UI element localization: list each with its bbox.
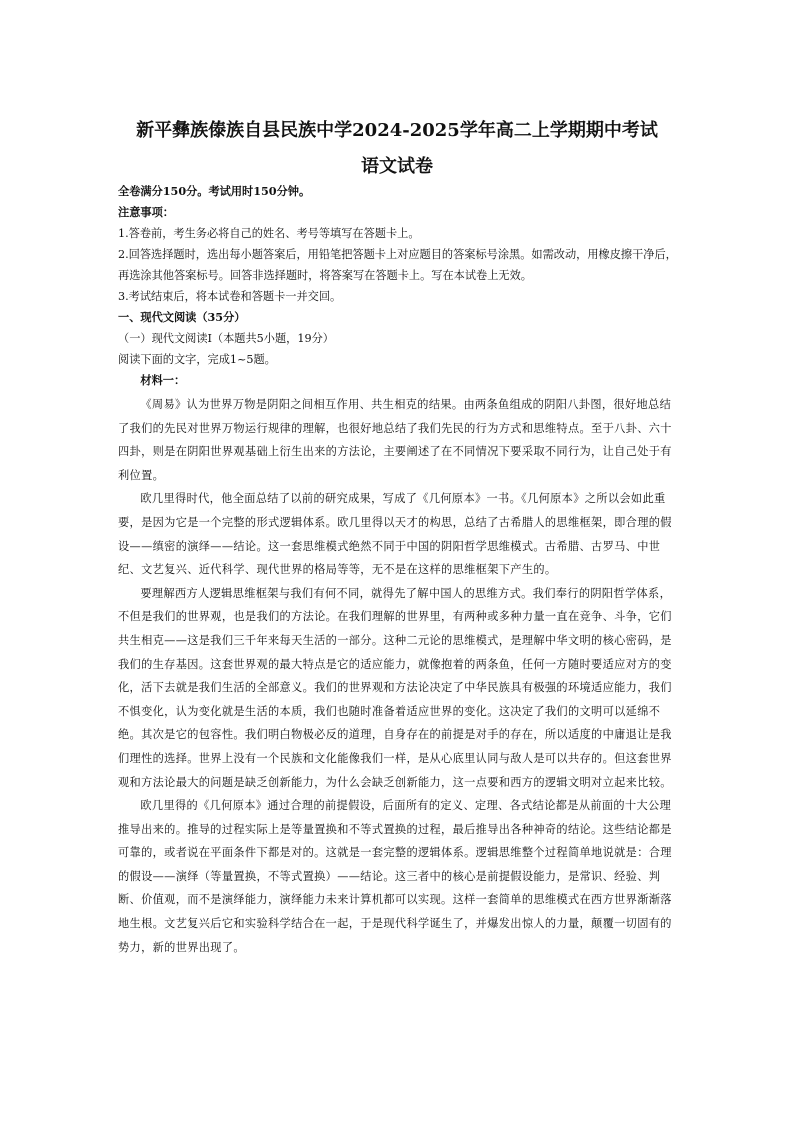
notice-item: 1.答卷前，考生务必将自己的姓名、考号等填写在答题卡上。 xyxy=(118,227,420,240)
material-label: 材料一： xyxy=(140,373,186,387)
score-line: 全卷满分150分。考试用时150分钟。 xyxy=(118,184,311,198)
reading-passage xyxy=(118,393,678,959)
exam-title: 新平彝族傣族自县民族中学2024-2025学年高二上学期期中考试 xyxy=(136,120,658,141)
section-heading: 一、现代文阅读（35分） xyxy=(118,310,246,324)
notice-item: 2.回答选择题时，选出每小题答案后，用铅笔把答题卡上对应题目的答案标号涂黑。如需改动，用橡皮擦干净后，再选涂其他答案标号。回答非选择题时，将答案写在答题卡上。写在本试卷上无效。 xyxy=(118,248,677,282)
notice-item: 3.考试结束后，将本试卷和答题卡一并交回。 xyxy=(118,290,342,303)
passage-paragraph: 欧几里得的《几何原本》通过合理的前提假设，后面所有的定义、定理、各式结论都是从前面的十大公理推导出来的。推导的过程实际上是等量置换和不等式置换的过程，最后推导出各种神奇的结论。这些结论都是可靠的，或者说在平面条件下都是对的。这就是一套完整的逻辑体系。逻辑思维整个过程简单地说就是：合理的假设——演绎（等量置换，不等式置换）——结论。这三者中的核心是前提假设能力，是常识、经验、判断、价值观，而不是演绎能力，演绎能力未来计算机都可以实现。这样一套简单的思维模式在西方世界渐渐落地生根。文艺复兴后它和实验科学结合在一起，于是现代科学诞生了，并爆发出惊人的力量，颠覆一切固有的势力，新的世界出现了。 xyxy=(118,799,672,954)
passage-paragraph: 要理解西方人逻辑思维框架与我们有何不同，就得先了解中国人的思维方式。我们奉行的阴阳哲学体系，不但是我们的世界观，也是我们的方法论。在我们理解的世界里，有两种或多种力量一直在竞争、斗争，它们共生相克——这是我们三千年来每天生活的一部分。这种二元论的思维模式，是理解中华文明的核心密码，是我们的生存基因。这套世界观的最大特点是它的适应能力，就像抱着的两条鱼，任何一方随时要适应对方的变化，活下去就是我们生活的全部意义。我们的世界观和方法论决定了中华民族具有极强的环境适应能力，我们不惧变化，认为变化就是生活的本质，我们也随时准备着适应世界的变化。这决定了我们的文明可以延绵不绝。其次是它的包容性。我们明白物极必反的道理，自身存在的前提是对手的存在，所以适度的中庸退让是我们理性的选择。世界上没有一个民族和文化能像我们一样，是从心底里认同与敌人是可以共存的。但这套世界观和方法论最大的问题是缺乏创新能力，为什么会缺乏创新能力，这一点要和西方的逻辑文明对立起来比较。 xyxy=(118,586,672,789)
notice-heading: 注意事项： xyxy=(118,205,174,219)
exam-info xyxy=(118,181,678,391)
passage-paragraph: 《周易》认为世界万物是阴阳之间相互作用、共生相克的结果。由两条鱼组成的阴阳八卦图，很好地总结了我们的先民对世界万物运行规律的理解，也很好地总结了我们先民的行为方式和思维特点。至于八卦、六十四卦，则是在阴阳世界观基础上衍生出来的方法论，主要阐述了在不同情况下要采取不同行为，让自己处于有利位置。 xyxy=(118,398,672,482)
passage-paragraph: 欧几里得时代，他全面总结了以前的研究成果，写成了《几何原本》一书。《几何原本》之所以会如此重要，是因为它是一个完整的形式逻辑体系。欧几里得以天才的构思，总结了古希腊人的思维框架，即合理的假设——缜密的演绎——结论。这一套思维模式绝然不同于中国的阴阳哲学思维模式。古希腊、古罗马、中世纪、文艺复兴、近代科学、现代世界的格局等等，无不是在这样的思维框架下产生的。 xyxy=(118,492,672,577)
section-sub-heading: （一）现代文阅读Ⅰ（本题共5小题，19分） xyxy=(118,332,334,345)
exam-subtitle: 语文试卷 xyxy=(361,156,433,177)
reading-instruction: 阅读下面的文字，完成1~5题。 xyxy=(118,353,276,366)
